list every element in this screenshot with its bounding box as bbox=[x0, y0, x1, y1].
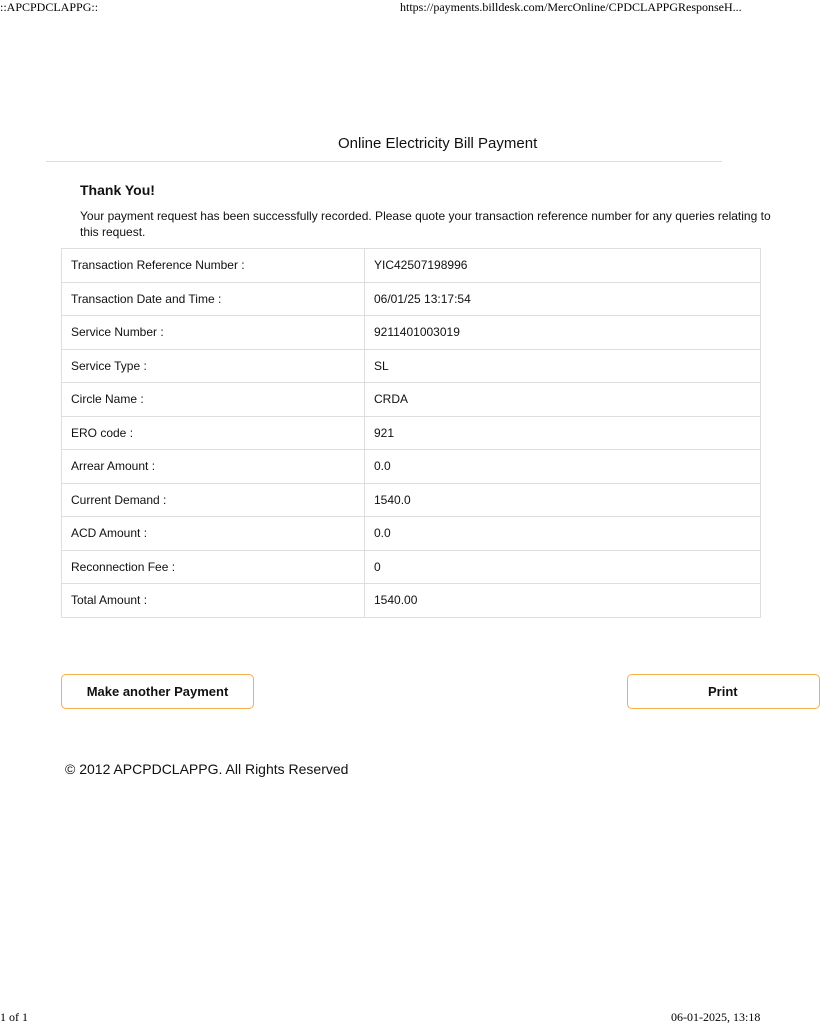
detail-value: 1540.0 bbox=[365, 483, 761, 517]
detail-value: YIC42507198996 bbox=[365, 249, 761, 283]
make-another-payment-button[interactable]: Make another Payment bbox=[61, 674, 254, 709]
copyright-notice: © 2012 APCPDCLAPPG. All Rights Reserved bbox=[65, 761, 349, 777]
detail-label: Total Amount : bbox=[62, 584, 365, 618]
page-title: Online Electricity Bill Payment bbox=[338, 135, 538, 152]
detail-value: CRDA bbox=[365, 383, 761, 417]
table-row bbox=[62, 517, 761, 551]
thank-you-heading: Thank You! bbox=[80, 182, 155, 198]
detail-label: Circle Name : bbox=[62, 383, 365, 417]
table-row bbox=[62, 316, 761, 350]
detail-label: Transaction Reference Number : bbox=[62, 249, 365, 283]
title-divider bbox=[46, 161, 722, 162]
table-row bbox=[62, 550, 761, 584]
detail-value: 06/01/25 13:17:54 bbox=[365, 282, 761, 316]
print-header-url: https://payments.billdesk.com/MercOnline/CPDCLAPPGResponseH... bbox=[400, 0, 742, 14]
detail-label: Current Demand : bbox=[62, 483, 365, 517]
table-row bbox=[62, 249, 761, 283]
print-footer-datetime: 06-01-2025, 13:18 bbox=[671, 1010, 761, 1024]
detail-label: Arrear Amount : bbox=[62, 450, 365, 484]
print-button[interactable]: Print bbox=[627, 674, 820, 709]
detail-label: Transaction Date and Time : bbox=[62, 282, 365, 316]
detail-label: Service Type : bbox=[62, 349, 365, 383]
detail-value: 9211401003019 bbox=[365, 316, 761, 350]
payment-details-table bbox=[61, 248, 761, 618]
table-row bbox=[62, 383, 761, 417]
detail-value: 0 bbox=[365, 550, 761, 584]
table-row bbox=[62, 450, 761, 484]
detail-label: Reconnection Fee : bbox=[62, 550, 365, 584]
detail-label: ACD Amount : bbox=[62, 517, 365, 551]
table-row bbox=[62, 584, 761, 618]
table-row bbox=[62, 416, 761, 450]
table-row bbox=[62, 349, 761, 383]
table-row bbox=[62, 282, 761, 316]
print-footer-page: 1 of 1 bbox=[0, 1010, 28, 1024]
detail-value: 0.0 bbox=[365, 450, 761, 484]
detail-label: ERO code : bbox=[62, 416, 365, 450]
detail-value: SL bbox=[365, 349, 761, 383]
table-row bbox=[62, 483, 761, 517]
detail-value: 0.0 bbox=[365, 517, 761, 551]
confirmation-message: Your payment request has been successfully recorded. Please quote your transaction reference number for any queries relating to this request. bbox=[80, 209, 771, 239]
detail-value: 921 bbox=[365, 416, 761, 450]
detail-value: 1540.00 bbox=[365, 584, 761, 618]
print-header-title: ::APCPDCLAPPG:: bbox=[0, 0, 99, 14]
detail-label: Service Number : bbox=[62, 316, 365, 350]
